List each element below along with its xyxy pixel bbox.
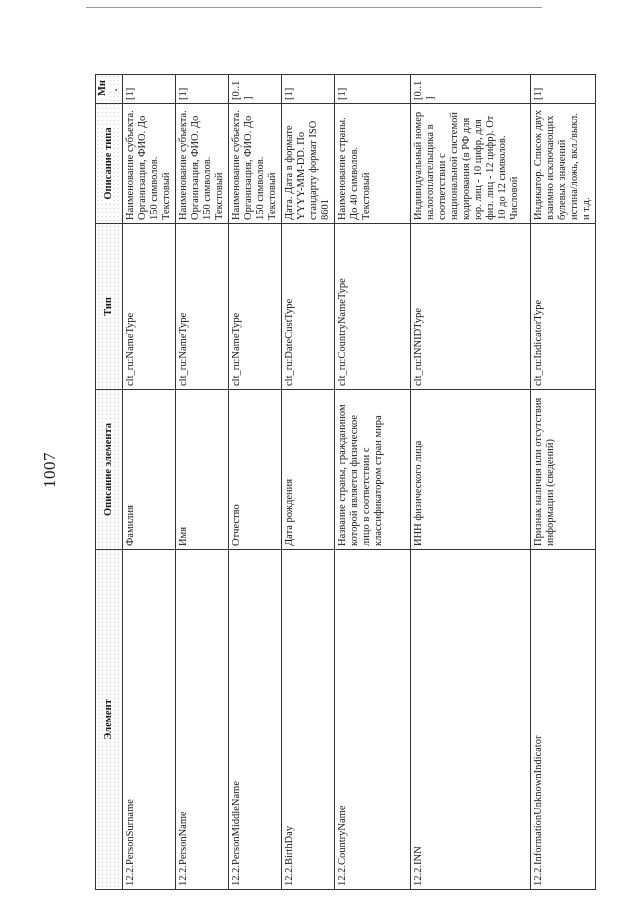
cell-description: Имя <box>176 390 229 550</box>
cell-type: clt_ru:NameType <box>176 224 229 390</box>
cell-type-description: Индикатор. Список двух взаимно исключающих булевых значений истина/ложь, вкл./выкл. и т.д. <box>531 104 596 224</box>
cell-description: Название страны, гражданином которой является физическое лицо в соответствии с классификатором стран мира <box>335 390 411 550</box>
header-element: Элемент <box>96 550 123 890</box>
cell-type: clt_ru:NameType <box>229 224 282 390</box>
page-number: 1007 <box>40 452 59 488</box>
table-row <box>176 75 229 890</box>
cell-element: 12.2.PersonName <box>176 550 229 890</box>
cell-type-description: Дата. Дата в формате YYYY-MM-DD. По стандарту формат ISO 8601 <box>282 104 335 224</box>
cell-multiplicity: [0..1] <box>411 75 531 104</box>
cell-multiplicity: [1] <box>123 75 176 104</box>
table-row <box>123 75 176 890</box>
cell-multiplicity: [1] <box>282 75 335 104</box>
cell-element: 12.2.PersonMiddleName <box>229 550 282 890</box>
cell-type-description: Наименование страны. До 40 символов. Текстовый <box>335 104 411 224</box>
cell-element: 12.2.BirthDay <box>282 550 335 890</box>
header-type-description: Описание типа <box>96 104 123 224</box>
table-row <box>229 75 282 890</box>
top-rule <box>86 7 542 8</box>
cell-multiplicity: [1] <box>531 75 596 104</box>
cell-description: Отчество <box>229 390 282 550</box>
cell-description: Фамилия <box>123 390 176 550</box>
cell-multiplicity: [1] <box>176 75 229 104</box>
element-table <box>95 74 596 890</box>
table-row <box>282 75 335 890</box>
rotated-page-content <box>95 75 592 890</box>
cell-multiplicity: [0..1] <box>229 75 282 104</box>
header-type: Тип <box>96 224 123 390</box>
cell-type-description: Наименование субъекта. Организация, ФИО. До 150 символов. Текстовый <box>123 104 176 224</box>
table-row <box>411 75 531 890</box>
cell-type: clt_ru:INNIDType <box>411 224 531 390</box>
cell-type: clt_ru:CountryNameType <box>335 224 411 390</box>
cell-element: 12.2.InformationUnknownIndicator <box>531 550 596 890</box>
cell-element: 12.2.INN <box>411 550 531 890</box>
cell-type-description: Индивидуальный номер налогоплательщика в соответствии с национальной системой кодирования (в РФ для юр. лиц - 10 цифр, для физ. лиц - 12 цифр). От 10 до 12 символов. Числовой <box>411 104 531 224</box>
header-multiplicity: Мн. <box>96 75 123 104</box>
cell-description: Дата рождения <box>282 390 335 550</box>
table-header-row <box>96 75 123 890</box>
cell-element: 12.2.CountryName <box>335 550 411 890</box>
cell-type: clt_ru:NameType <box>123 224 176 390</box>
cell-description: ИНН физического лица <box>411 390 531 550</box>
table-row <box>531 75 596 890</box>
table-row <box>335 75 411 890</box>
cell-type-description: Наименование субъекта. Организация, ФИО. До 150 символов. Текстовый <box>176 104 229 224</box>
cell-multiplicity: [1] <box>335 75 411 104</box>
header-element-description: Описание элемента <box>96 390 123 550</box>
cell-description: Признак наличия или отсутствия информации (сведений) <box>531 390 596 550</box>
cell-type: clt_ru:DateCustType <box>282 224 335 390</box>
cell-element: 12.2.PersonSurname <box>123 550 176 890</box>
cell-type-description: Наименование субъекта. Организация, ФИО. До 150 символов. Текстовый <box>229 104 282 224</box>
cell-type: clt_ru:IndicatorType <box>531 224 596 390</box>
